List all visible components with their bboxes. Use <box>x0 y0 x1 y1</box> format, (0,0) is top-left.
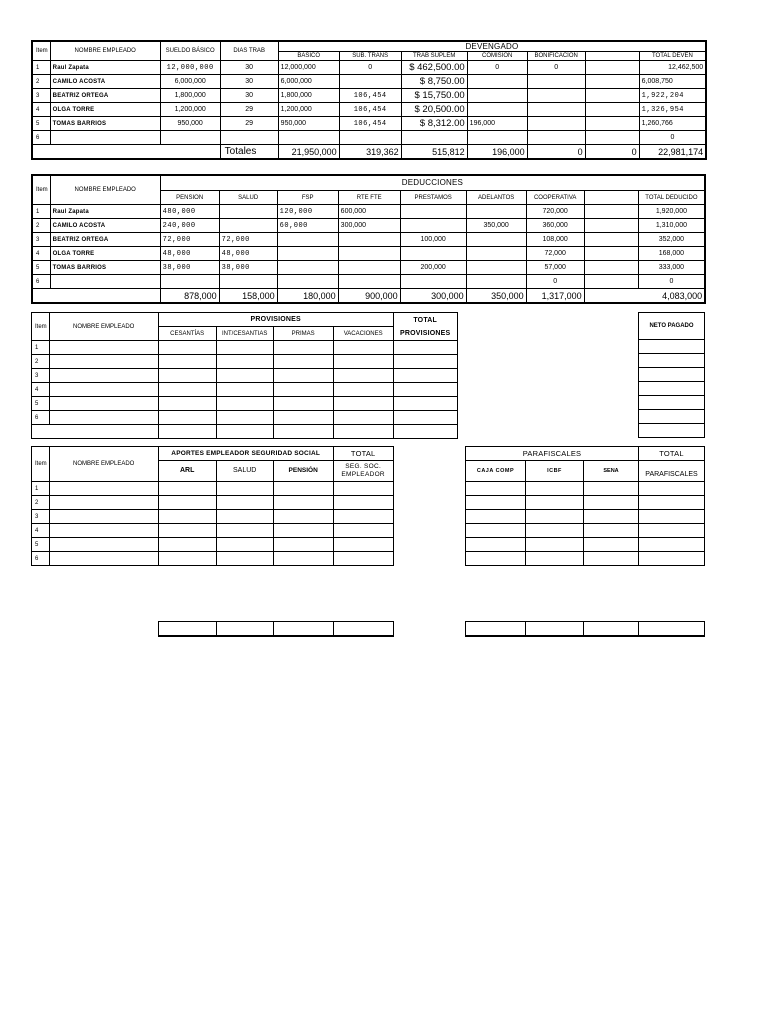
adelantos-cell <box>466 205 526 219</box>
total-deducido: 4,083,000 <box>584 289 705 304</box>
prestamos-cell: 100,000 <box>400 233 466 247</box>
rte-cell: 300,000 <box>338 219 400 233</box>
table-row <box>32 75 706 89</box>
total-prestamos: 300,000 <box>400 289 466 304</box>
salud-cell: 72,000 <box>219 233 277 247</box>
pension-cell: 72,000 <box>160 233 219 247</box>
total-fsp: 180,000 <box>277 289 338 304</box>
employee-name-cell: TOMAS BARRIOS <box>50 117 160 131</box>
sub-pension-header: PENSION <box>160 191 219 205</box>
total-deducido-cell: 1,310,000 <box>638 219 705 233</box>
total-deducido-cell: 168,000 <box>638 247 705 261</box>
total-devengado: 22,981,174 <box>639 145 706 160</box>
item-cell: 5 <box>32 117 50 131</box>
item-cell: 4 <box>32 524 50 538</box>
dias-cell: 30 <box>220 75 278 89</box>
sub-salud-header: SALUD <box>216 461 273 482</box>
item-cell: 1 <box>32 482 50 496</box>
pension-cell: 48,000 <box>160 247 219 261</box>
aportes-section-title: APORTES EMPLEADOR SEGURIDAD SOCIAL <box>158 447 333 461</box>
table-row <box>32 89 706 103</box>
employee-name-cell: OLGA TORRE <box>50 103 160 117</box>
table-row <box>32 510 394 524</box>
coop-cell: 72,000 <box>526 247 584 261</box>
total-deducido-cell: 0 <box>638 275 705 289</box>
sub-arl-header: ARL <box>158 461 216 482</box>
employee-name-cell: BEATRIZ ORTEGA <box>50 233 160 247</box>
table-row <box>466 496 705 510</box>
table-row <box>32 496 394 510</box>
col-dias-header: DIAS TRAB <box>220 41 278 61</box>
employee-name-cell: OLGA TORRE <box>50 247 160 261</box>
coop-cell: 720,000 <box>526 205 584 219</box>
total-provisiones-line2: PROVISIONES <box>399 329 451 337</box>
provisiones-section-title: PROVISIONES <box>158 313 393 327</box>
sub-blank-header <box>584 191 638 205</box>
trans-cell: 106,454 <box>339 89 401 103</box>
table-row <box>32 355 458 369</box>
fsp-cell <box>277 261 338 275</box>
devengado-table <box>31 40 707 160</box>
item-cell: 3 <box>32 369 50 383</box>
bonif-cell: 0 <box>527 61 585 75</box>
parafiscales-table-block <box>465 446 705 566</box>
table-row <box>32 233 705 247</box>
aportes-table-block <box>31 446 394 566</box>
sub-caja-header: CAJA COMP <box>466 461 526 482</box>
sub-int-cesantias-header: INT/CESANTIAS <box>216 327 273 341</box>
parafiscales-section-title: PARAFISCALES <box>466 447 639 461</box>
salud-cell <box>219 219 277 233</box>
sub-adelantos-header: ADELANTOS <box>466 191 526 205</box>
aportes-total-header: TOTAL <box>333 447 393 461</box>
extra-cell <box>585 103 639 117</box>
col-name-header: NOMBRE EMPLEADO <box>49 313 158 341</box>
basico-cell: 1,800,000 <box>278 89 339 103</box>
item-cell: 2 <box>32 496 50 510</box>
prestamos-cell <box>400 219 466 233</box>
totals-row <box>32 425 458 439</box>
bonif-cell <box>527 117 585 131</box>
total-suplem: 515,812 <box>401 145 467 160</box>
sueldo-cell: 12,000,000 <box>160 61 220 75</box>
deducciones-table <box>31 174 706 304</box>
totals-row <box>32 289 705 304</box>
extra-cell <box>585 131 639 145</box>
table-row <box>32 247 705 261</box>
sub-cooperativa-header: COOPERATIVA <box>526 191 584 205</box>
bonif-cell <box>527 75 585 89</box>
sub-comision-header: COMISION <box>467 52 527 61</box>
item-cell: 1 <box>32 205 50 219</box>
table-row <box>32 131 706 145</box>
dias-cell: 29 <box>220 117 278 131</box>
coop-cell: 360,000 <box>526 219 584 233</box>
seg-soc-line1: SEG. SOC. <box>345 463 382 470</box>
item-cell: 6 <box>32 411 50 425</box>
dias-cell: 30 <box>220 61 278 75</box>
parafiscales-total-header: TOTAL <box>639 447 705 461</box>
item-cell: 6 <box>32 275 50 289</box>
comision-cell <box>467 131 527 145</box>
total-provisiones-header <box>393 313 457 341</box>
table-row <box>32 219 705 233</box>
devengado-table-block <box>31 40 707 160</box>
aportes-totals-row <box>158 621 394 637</box>
parafiscales-totals-table <box>465 621 705 637</box>
dias-cell: 29 <box>220 103 278 117</box>
dias-cell: 30 <box>220 89 278 103</box>
sub-cesantias-header: CESANTÍAS <box>158 327 216 341</box>
basico-cell <box>278 131 339 145</box>
item-cell: 1 <box>32 61 50 75</box>
bonif-cell <box>527 103 585 117</box>
col-sueldo-header: SUELDO BÁSICO <box>160 41 220 61</box>
prestamos-cell <box>400 247 466 261</box>
devengado-section-title: DEVENGADO <box>278 41 706 52</box>
suplem-cell: $ 15,750.00 <box>401 89 467 103</box>
total-bonif: 0 <box>527 145 585 160</box>
basico-cell: 1,200,000 <box>278 103 339 117</box>
total-trans: 319,362 <box>339 145 401 160</box>
basico-cell: 6,000,000 <box>278 75 339 89</box>
comision-cell: 0 <box>467 61 527 75</box>
table-row <box>32 117 706 131</box>
col-item-header: Item <box>32 41 50 61</box>
basico-cell: 12,000,000 <box>278 61 339 75</box>
sueldo-cell <box>160 131 220 145</box>
provisiones-table-block <box>31 312 458 439</box>
sueldo-cell: 6,000,000 <box>160 75 220 89</box>
total-deven-cell: 12,462,500 <box>639 61 706 75</box>
table-row <box>32 261 705 275</box>
table-row <box>32 341 458 355</box>
item-cell: 1 <box>32 341 50 355</box>
rte-cell <box>338 275 400 289</box>
fsp-cell <box>277 247 338 261</box>
coop-cell: 0 <box>526 275 584 289</box>
col-name-header: NOMBRE EMPLEADO <box>49 447 158 482</box>
rte-cell <box>338 247 400 261</box>
table-row <box>32 524 394 538</box>
extra-cell <box>585 75 639 89</box>
sueldo-cell: 1,200,000 <box>160 103 220 117</box>
seg-soc-line2: EMPLEADOR <box>341 471 385 478</box>
total-coop: 1,317,000 <box>526 289 584 304</box>
adelantos-cell: 350,000 <box>466 219 526 233</box>
comision-cell <box>467 103 527 117</box>
comision-cell: 196,000 <box>467 117 527 131</box>
total-comision: 196,000 <box>467 145 527 160</box>
total-deven-cell: 1,326,954 <box>639 103 706 117</box>
item-cell: 5 <box>32 261 50 275</box>
fsp-cell: 120,000 <box>277 205 338 219</box>
extra-cell <box>584 219 638 233</box>
employee-name-cell: TOMAS BARRIOS <box>50 261 160 275</box>
sub-prestamos-header: PRESTAMOS <box>400 191 466 205</box>
sub-total-deven-header: TOTAL DEVEN <box>639 52 706 61</box>
total-rte: 900,000 <box>338 289 400 304</box>
item-cell: 2 <box>32 355 50 369</box>
sueldo-cell: 1,800,000 <box>160 89 220 103</box>
coop-cell: 57,000 <box>526 261 584 275</box>
table-row <box>466 552 705 566</box>
sub-rte-header: RTE FTE <box>338 191 400 205</box>
item-cell: 2 <box>32 219 50 233</box>
totals-spacer <box>32 145 220 160</box>
total-deven-cell: 1,922,204 <box>639 89 706 103</box>
total-deven-cell: 0 <box>639 131 706 145</box>
item-cell: 5 <box>32 538 50 552</box>
sub-blank-header <box>585 52 639 61</box>
total-pension: 878,000 <box>160 289 219 304</box>
employee-name-cell: CAMILO ACOSTA <box>50 75 160 89</box>
extra-cell <box>584 233 638 247</box>
adelantos-cell <box>466 275 526 289</box>
item-cell: 4 <box>32 103 50 117</box>
table-row <box>466 510 705 524</box>
totals-spacer <box>32 289 160 304</box>
sub-pension-header: PENSIÓN <box>273 461 333 482</box>
extra-cell <box>584 275 638 289</box>
table-row <box>466 524 705 538</box>
sub-fsp-header: FSP <box>277 191 338 205</box>
prestamos-cell <box>400 275 466 289</box>
rte-cell <box>338 261 400 275</box>
adelantos-cell <box>466 247 526 261</box>
fsp-cell <box>277 233 338 247</box>
item-cell: 3 <box>32 510 50 524</box>
basico-cell: 950,000 <box>278 117 339 131</box>
sub-total-deducido-header: TOTAL DEDUCIDO <box>638 191 705 205</box>
aportes-totals-table <box>158 621 394 637</box>
extra-cell <box>585 61 639 75</box>
total-deducido-cell: 333,000 <box>638 261 705 275</box>
extra-cell <box>584 205 638 219</box>
sueldo-cell: 950,000 <box>160 117 220 131</box>
pension-cell <box>160 275 219 289</box>
extra-cell <box>585 117 639 131</box>
item-cell: 2 <box>32 75 50 89</box>
sub-vacaciones-header: VACACIONES <box>333 327 393 341</box>
extra-cell <box>585 89 639 103</box>
total-salud: 158,000 <box>219 289 277 304</box>
adelantos-cell <box>466 261 526 275</box>
total-provisiones-line1: TOTAL <box>413 316 438 324</box>
trans-cell <box>339 75 401 89</box>
comision-cell <box>467 75 527 89</box>
item-cell: 3 <box>32 89 50 103</box>
salud-cell: 48,000 <box>219 247 277 261</box>
salud-cell <box>219 275 277 289</box>
seg-soc-empleador-header <box>333 461 393 482</box>
col-item-header: Item <box>32 313 50 341</box>
suplem-cell: $ 8,750.00 <box>401 75 467 89</box>
prestamos-cell: 200,000 <box>400 261 466 275</box>
item-cell: 4 <box>32 247 50 261</box>
aportes-table <box>31 446 394 566</box>
trans-cell: 106,454 <box>339 117 401 131</box>
neto-pagado-header: NETO PAGADO <box>639 313 705 340</box>
total-deven-cell: 1,260,766 <box>639 117 706 131</box>
total-basico: 21,950,000 <box>278 145 339 160</box>
table-row <box>32 383 458 397</box>
employee-name-cell <box>50 275 160 289</box>
suplem-cell: $ 20,500.00 <box>401 103 467 117</box>
col-name-header: NOMBRE EMPLEADO <box>50 41 160 61</box>
item-cell: 5 <box>32 397 50 411</box>
item-cell: 6 <box>32 131 50 145</box>
total-extra: 0 <box>585 145 639 160</box>
col-name-header: NOMBRE EMPLEADO <box>50 175 160 205</box>
table-row <box>32 275 705 289</box>
employee-name-cell: CAMILO ACOSTA <box>50 219 160 233</box>
pension-cell: 240,000 <box>160 219 219 233</box>
salud-cell <box>219 205 277 219</box>
fsp-cell: 60,000 <box>277 219 338 233</box>
employee-name-cell: Raul Zapata <box>50 205 160 219</box>
suplem-cell <box>401 131 467 145</box>
pension-cell: 38,000 <box>160 261 219 275</box>
rte-cell <box>338 233 400 247</box>
dias-cell <box>220 131 278 145</box>
employee-name-cell: Raul Zapata <box>50 61 160 75</box>
total-deven-cell: 6,008,750 <box>639 75 706 89</box>
col-item-header: Item <box>32 175 50 205</box>
sub-primas-header: PRIMAS <box>273 327 333 341</box>
total-deducido-cell: 1,920,000 <box>638 205 705 219</box>
table-row <box>32 103 706 117</box>
table-row <box>32 552 394 566</box>
table-row <box>466 538 705 552</box>
neto-pagado-table <box>638 312 705 438</box>
parafiscales-table <box>465 446 705 566</box>
sub-icbf-header: ICBF <box>526 461 584 482</box>
item-cell: 4 <box>32 383 50 397</box>
table-row <box>32 61 706 75</box>
col-item-header: Item <box>32 447 50 482</box>
adelantos-cell <box>466 233 526 247</box>
item-cell: 3 <box>32 233 50 247</box>
suplem-cell: $ 462,500.00 <box>401 61 467 75</box>
prestamos-cell <box>400 205 466 219</box>
fsp-cell <box>277 275 338 289</box>
table-row <box>32 205 705 219</box>
suplem-cell: $ 8,312.00 <box>401 117 467 131</box>
rte-cell: 600,000 <box>338 205 400 219</box>
parafiscales-totals-row <box>465 621 705 637</box>
coop-cell: 108,000 <box>526 233 584 247</box>
totals-row <box>32 145 706 160</box>
table-row <box>32 411 458 425</box>
provisiones-table <box>31 312 458 439</box>
trans-cell: 0 <box>339 61 401 75</box>
neto-pagado-block <box>638 312 705 438</box>
total-parafiscales-header: PARAFISCALES <box>639 461 705 482</box>
extra-cell <box>584 247 638 261</box>
table-row <box>32 397 458 411</box>
table-row <box>32 482 394 496</box>
item-cell: 6 <box>32 552 50 566</box>
sub-bonificacion-header: BONIFICACION <box>527 52 585 61</box>
deducciones-table-block <box>31 174 706 304</box>
employee-name-cell: BEATRIZ ORTEGA <box>50 89 160 103</box>
total-deducido-cell: 352,000 <box>638 233 705 247</box>
bonif-cell <box>527 89 585 103</box>
sub-trans-header: SUB. TRANS <box>339 52 401 61</box>
salud-cell: 38,000 <box>219 261 277 275</box>
bonif-cell <box>527 131 585 145</box>
table-row <box>466 482 705 496</box>
table-row <box>32 369 458 383</box>
sub-basico-header: BASICO <box>278 52 339 61</box>
pension-cell: 480,000 <box>160 205 219 219</box>
comision-cell <box>467 89 527 103</box>
trans-cell <box>339 131 401 145</box>
total-adelantos: 350,000 <box>466 289 526 304</box>
employee-name-cell <box>50 131 160 145</box>
sub-suplem-header: TRAB SUPLEM <box>401 52 467 61</box>
extra-cell <box>584 261 638 275</box>
deducciones-section-title: DEDUCCIONES <box>160 175 705 191</box>
trans-cell: 106,454 <box>339 103 401 117</box>
totals-label: Totales <box>220 145 278 160</box>
sub-salud-header: SALUD <box>219 191 277 205</box>
table-row <box>32 538 394 552</box>
sub-sena-header: SENA <box>584 461 639 482</box>
